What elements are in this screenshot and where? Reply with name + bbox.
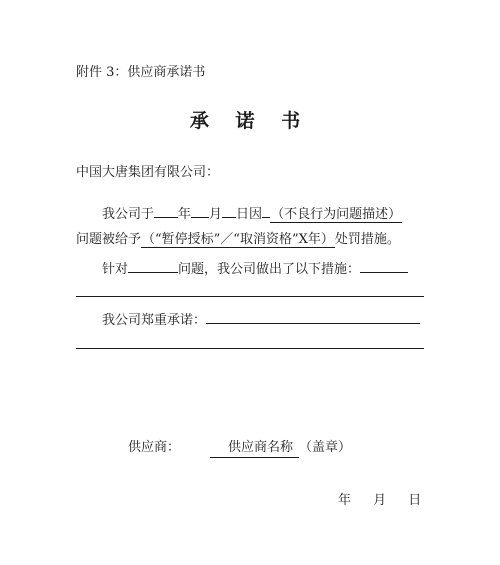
supplier-signature <box>128 439 351 458</box>
issue-blank <box>128 258 178 273</box>
paragraph-commitment <box>102 309 420 330</box>
month-label: 月 <box>209 207 223 222</box>
paragraph1-prefix: 我公司于 <box>102 207 155 222</box>
seal-note: （盖章） <box>299 440 352 455</box>
paragraph3-prefix: 针对 <box>102 262 129 277</box>
commitment-label: 我公司郑重承诺： <box>102 313 207 328</box>
day-blank <box>222 203 236 218</box>
reason-lead-blank <box>262 203 270 218</box>
commitment-blank <box>206 309 420 324</box>
paragraph-penalty <box>76 231 400 249</box>
supplier-label: 供应商： <box>128 440 181 455</box>
paragraph-incident-date <box>102 203 402 224</box>
paragraph2-prefix: 问题被给予 <box>76 232 142 247</box>
document-title: 承 诺 书 <box>189 110 311 132</box>
year-blank <box>154 203 178 218</box>
paragraph-measures <box>102 258 408 279</box>
supplier-name-placeholder: 供应商名称 <box>210 439 299 458</box>
month-blank <box>191 203 209 218</box>
addressee: 中国大唐集团有限公司： <box>76 165 220 180</box>
paragraph2-suffix: 处罚措施。 <box>334 232 400 247</box>
year-label: 年 <box>178 207 192 222</box>
day-label: 日因 <box>236 207 263 222</box>
measures-blank <box>360 258 408 273</box>
commitment-continuation-line <box>76 348 424 349</box>
attachment-label: 附件 3：供应商承诺书 <box>76 65 206 80</box>
reason-placeholder: （不良行为问题描述） <box>271 207 402 222</box>
measures-continuation-line <box>76 296 424 297</box>
date-line: 年 月 日 <box>338 493 422 508</box>
paragraph3-middle: 问题，我公司做出了以下措施： <box>178 262 361 277</box>
penalty-placeholder: （“暂停授标”／“取消资格”X年） <box>142 232 334 247</box>
